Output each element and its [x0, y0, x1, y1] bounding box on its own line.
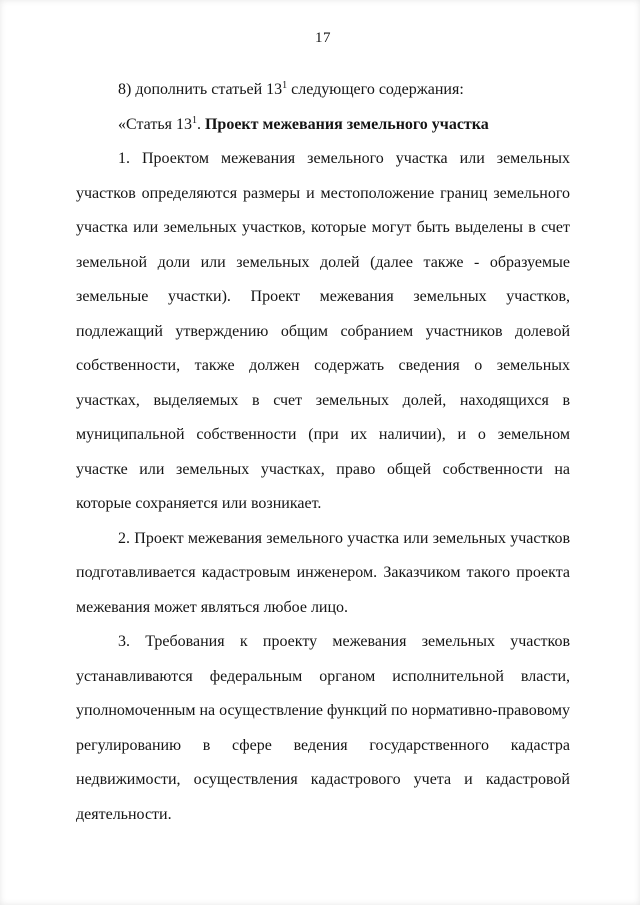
article-heading-separator: .: [196, 115, 205, 133]
amendment-intro-line: [76, 73, 570, 108]
intro-text-after: следующего содержания:: [287, 81, 464, 98]
intro-text-before: 8) дополнить статьей 13: [118, 81, 283, 98]
article-heading-prefix: «Статья 13: [118, 115, 192, 133]
article-heading-superscript: 1: [191, 114, 197, 126]
article-heading: [76, 108, 570, 143]
paragraph-1: 1. Проектом межевания земельного участка или земельных участков определяются размеры и местоположение границ земельного участка или земельных участков, которые могут быть выделены в счет земельной доли или земельных долей (далее также - образуемые земельные участки). Проект межевания земельных участков, подлежащий утверждению общим собранием участников долевой собственности, также должен содержать сведения о земельных участках, выделяемых в счет земельных долей, находящихся в муниципальной собственности (при их наличии), и о земельном участке или земельных участках, право общей собственности на которые сохраняется или возникает.: [76, 150, 570, 512]
page-number: 17: [315, 30, 331, 46]
intro-superscript: 1: [282, 80, 288, 91]
paragraph-3: 3. Требования к проекту межевания земельных участков устанавливаются федеральным органом исполнительной власти, уполномоченным на осуществление функций по нормативно-правовому регулированию в сфере ведения государственного кадастра недвижимости, осуществления кадастрового учета и кадастровой деятельности.: [76, 633, 570, 823]
paragraph-2: 2. Проект межевания земельного участка или земельных участков подготавливается кадастровым инженером. Заказчиком такого проекта межевания может являться любое лицо.: [76, 529, 570, 616]
document-body: [76, 73, 570, 832]
article-heading-title: Проект межевания земельного участка: [204, 115, 489, 133]
